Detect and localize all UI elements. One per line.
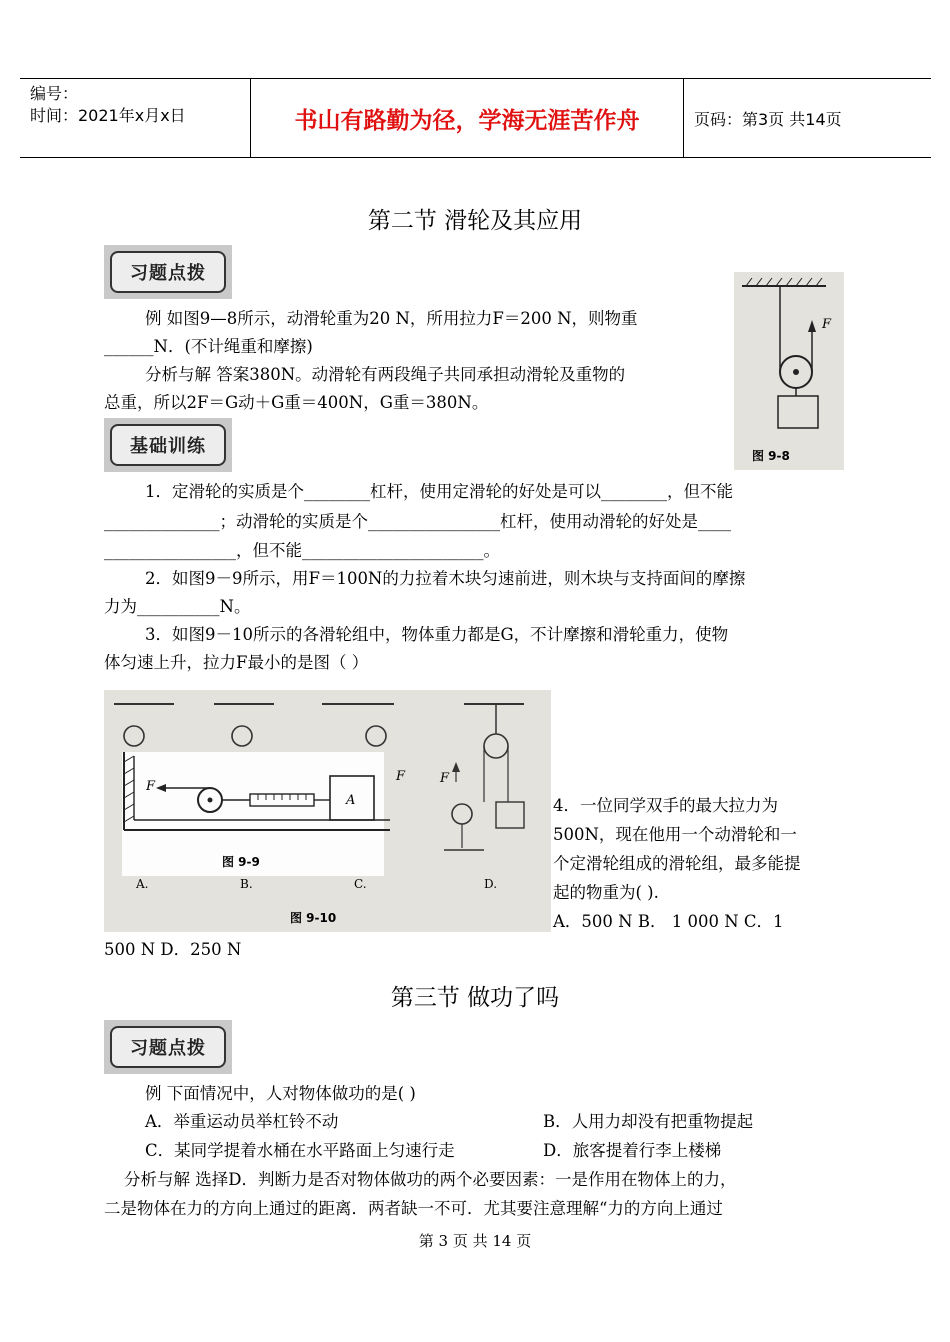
figure-9-8 (734, 272, 844, 470)
q1-line1: 1．定滑轮的实质是个________杠杆，使用定滑轮的好处是可以________，但不能 (145, 482, 733, 501)
fig98-caption: 图 9-8 (752, 449, 790, 463)
q4-line5: A．500 N B． 1 000 N C．1 (553, 912, 784, 931)
q2-line1: 2．如图9－9所示，用F＝100N的力拉着木块匀速前进，则木块与支持面间的摩擦 (145, 569, 746, 588)
q4-line6: 500 N D．250 N (104, 940, 242, 959)
analysis-line2: 总重，所以2F＝G动＋G重＝400N，G重＝380N。 (104, 393, 489, 412)
q4-line1: 4．一位同学双手的最大拉力为 (553, 796, 778, 815)
badge-basics-label: 基础训练 (110, 424, 226, 466)
q3-line1: 3．如图9－10所示的各滑轮组中，物体重力都是G，不计摩擦和滑轮重力，使物 (145, 625, 729, 644)
example-line1: 例 如图9—8所示，动滑轮重为20 N，所用拉力F＝200 N，则物重 (145, 309, 638, 328)
fig99-f-label: F (146, 779, 156, 794)
header-meta (20, 79, 251, 157)
fig99-a-label: A (346, 793, 356, 808)
example-line2: ______N．(不计绳重和摩擦) (104, 337, 313, 356)
fig910-label-d: D. (484, 877, 498, 891)
s3-analysis-line1: 分析与解 选择D．判断力是否对物体做功的两个必要因素：一是作用在物体上的力， (124, 1170, 737, 1189)
q4-line3: 个定滑轮组成的滑轮组，最多能提 (553, 854, 801, 873)
header-page-info: 页码：第3页 共14页 (694, 109, 842, 129)
badge-tips-2 (104, 1020, 232, 1074)
page-footer: 第 3 页 共 14 页 (418, 1232, 532, 1250)
fig98-f-label: F (822, 317, 832, 332)
q3-line2: 体匀速上升，拉力F最小的是图（ ） (104, 653, 369, 672)
fig910-label-a: A. (136, 877, 149, 891)
analysis-line1: 分析与解 答案380N。动滑轮有两段绳子共同承担动滑轮及重物的 (145, 365, 626, 384)
badge-tips-2-label: 习题点拨 (110, 1026, 226, 1068)
q1-line3: ________________，但不能______________________。 (104, 541, 500, 560)
section2-title: 第二节 滑轮及其应用 (367, 208, 583, 234)
fig910-f-label-c: F (396, 769, 406, 784)
q4-line4: 起的物重为( ). (553, 883, 659, 902)
q1-line2: ______________；动滑轮的实质是个________________杠杆，使用动滑轮的好处是____ (104, 512, 731, 531)
s3-option-a: A．举重运动员举杠铃不动 (145, 1112, 339, 1131)
s3-option-c: C．某同学提着水桶在水平路面上匀速行走 (145, 1141, 455, 1160)
fig99-caption: 图 9-9 (222, 855, 260, 869)
s3-example: 例 下面情况中，人对物体做功的是( ) (145, 1084, 416, 1103)
fig910-label-b: B. (240, 877, 253, 891)
q2-line2: 力为__________N。 (104, 597, 251, 616)
s3-option-d: D．旅客提着行李上楼梯 (543, 1141, 722, 1160)
section3-title: 第三节 做功了吗 (390, 985, 560, 1011)
time-label: 时间：2021年x月x日 (30, 106, 186, 125)
number-label: 编号： (30, 84, 79, 103)
badge-tips-1-label: 习题点拨 (110, 251, 226, 293)
s3-option-b: B．人用力却没有把重物提起 (543, 1112, 754, 1131)
header-table (20, 78, 931, 158)
badge-tips-1 (104, 245, 232, 299)
q4-line2: 500N，现在他用一个动滑轮和一 (553, 825, 797, 844)
fig910-f-label-d: F (440, 771, 450, 786)
figure-9-9-and-9-10 (104, 690, 551, 932)
badge-basics (104, 418, 232, 472)
fig910-caption: 图 9-10 (290, 911, 337, 925)
s3-analysis-line2: 二是物体在力的方向上通过的距离．两者缺一不可．尤其要注意理解“力的方向上通过 (104, 1199, 723, 1218)
header-motto: 书山有路勤为径，学海无涯苦作舟 (251, 79, 684, 157)
fig910-label-c: C. (354, 877, 367, 891)
